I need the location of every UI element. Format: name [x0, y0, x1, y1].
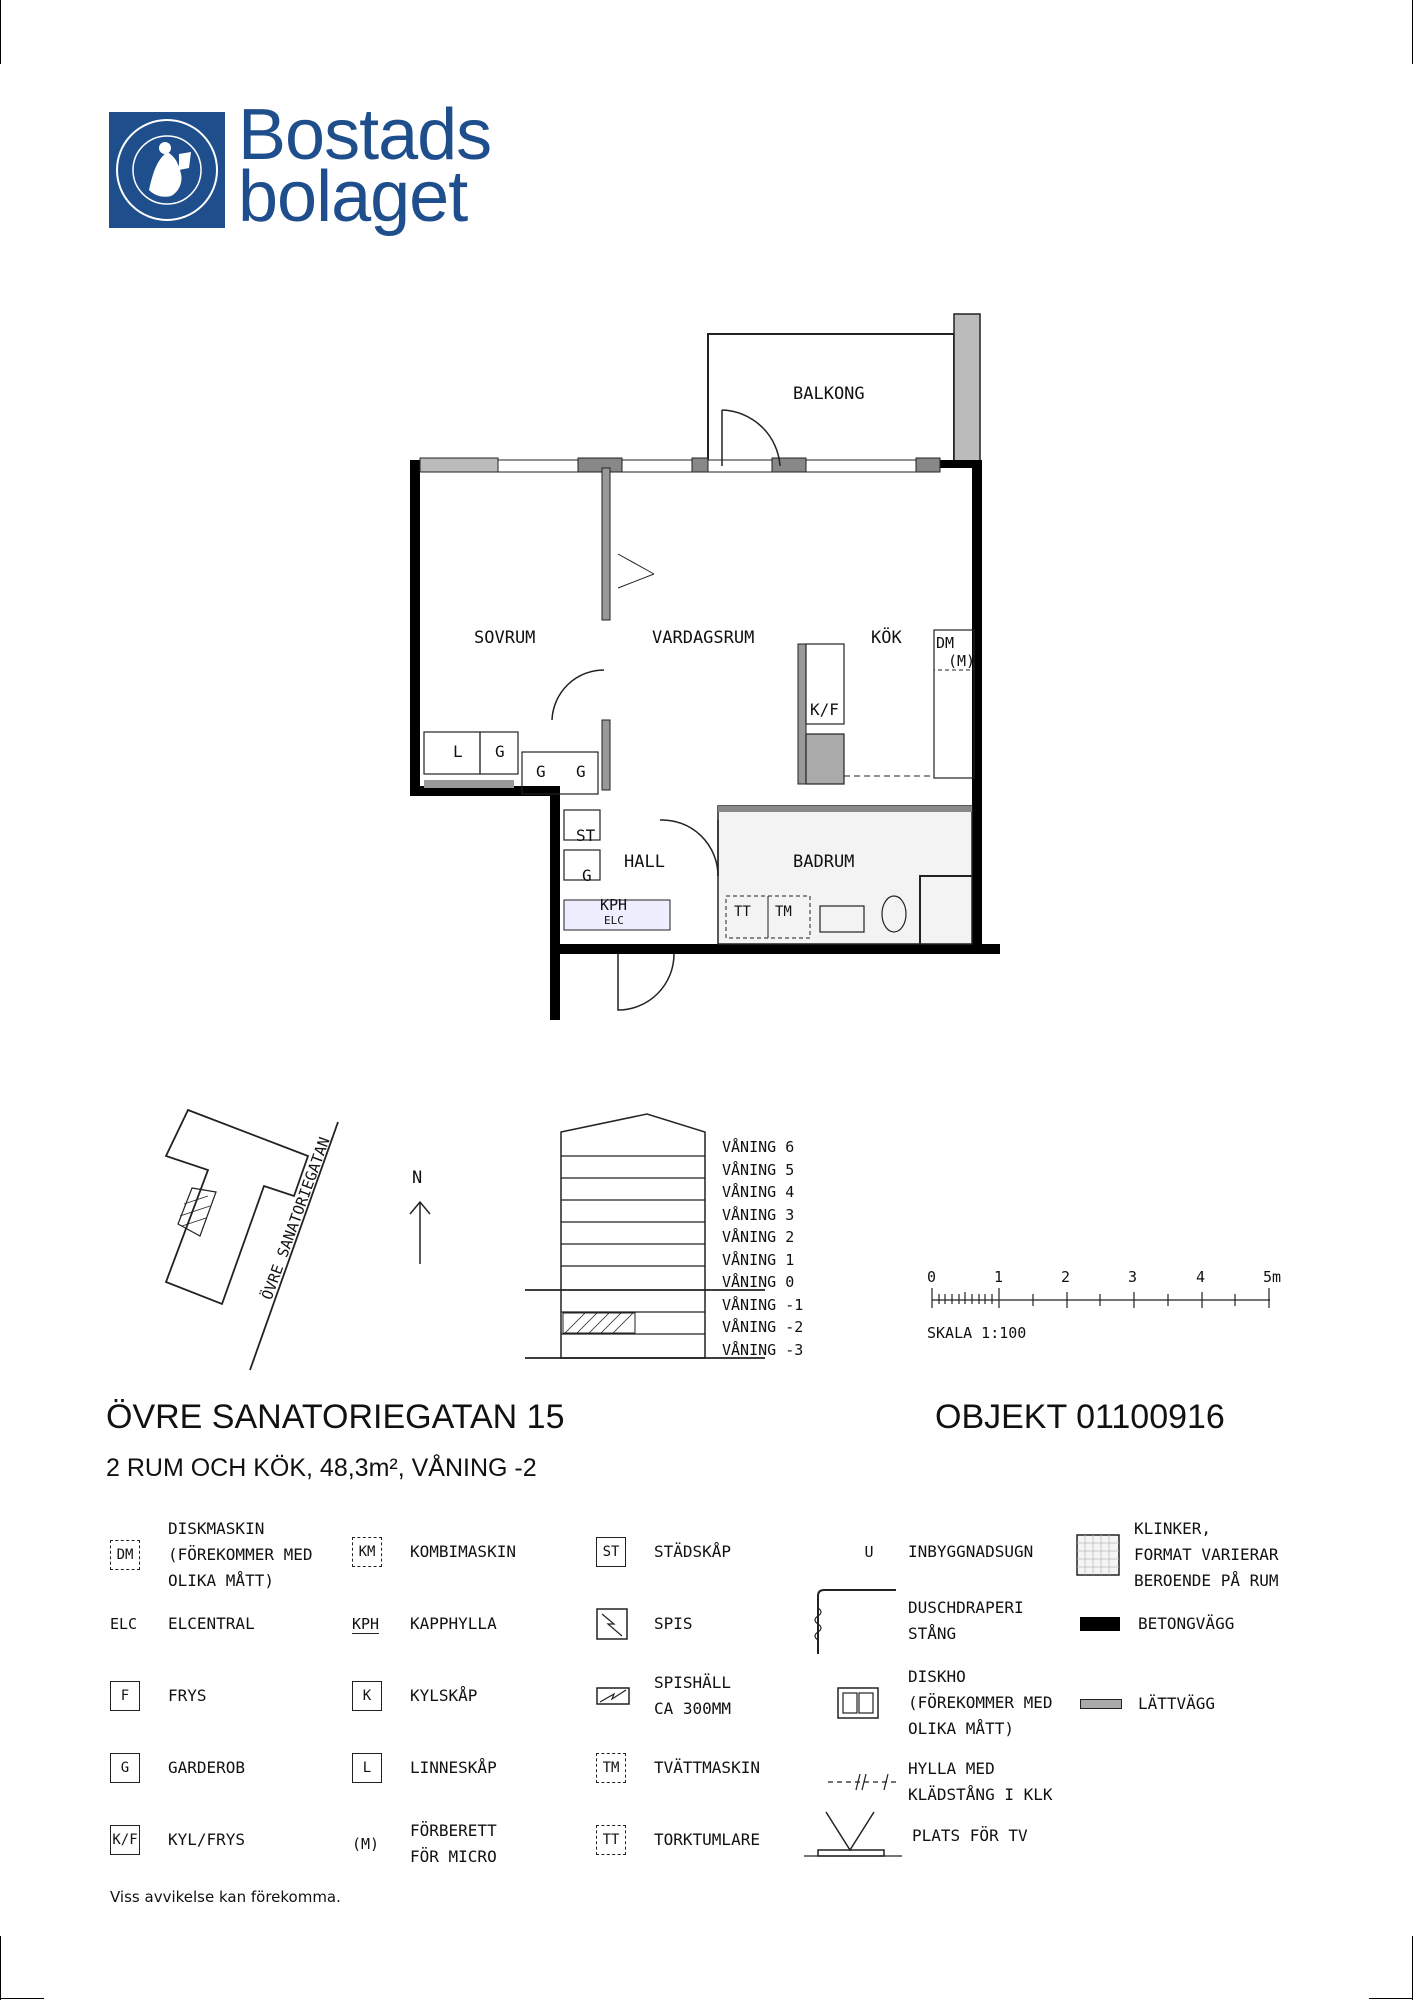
- room-label-balkong: BALKONG: [793, 384, 865, 404]
- fixture-l: L: [453, 742, 463, 761]
- linen-cabinet-icon: L: [352, 1753, 382, 1783]
- legend-label: KYL/FRYS: [168, 1830, 246, 1849]
- legend-linneskap: [352, 1748, 497, 1788]
- legend-label: STÄDSKÅP: [654, 1542, 732, 1561]
- shelf-rail-icon: [826, 1770, 898, 1794]
- floor-plan: [400, 310, 1000, 1020]
- legend-label: DISKMASKIN (FÖREKOMMER MED OLIKA MÅTT): [168, 1519, 313, 1590]
- electrical-panel-icon: ELC: [110, 1615, 138, 1633]
- tv-icon: [804, 1806, 902, 1866]
- floor-label: VÅNING -3: [722, 1340, 804, 1359]
- scale-bar: [924, 1284, 1274, 1314]
- room-label-vardagsrum: VARDAGSRUM: [652, 628, 755, 648]
- dishwasher-icon: DM: [110, 1540, 140, 1570]
- apartment-summary: 2 RUM OCH KÖK, 48,3m², VÅNING -2: [106, 1454, 537, 1482]
- fixture-kph: KPH: [600, 896, 628, 914]
- legend-kapphylla: [352, 1604, 497, 1644]
- coat-shelf-icon: KPH: [352, 1614, 380, 1633]
- room-label-sovrum: SOVRUM: [474, 628, 536, 648]
- left-wall-upper: [410, 460, 420, 796]
- scale-tick: 0: [927, 1268, 937, 1286]
- legend-kylskap: [352, 1676, 477, 1716]
- freezer-icon: F: [110, 1681, 140, 1711]
- disclaimer: Viss avvikelse kan förekomma.: [110, 1888, 341, 1906]
- legend-label: LINNESKÅP: [410, 1758, 497, 1777]
- legend-label: KYLSKÅP: [410, 1686, 478, 1705]
- street-label: ÖVRE SANATORIEGATAN: [258, 1134, 334, 1303]
- fixture-dm: DM: [936, 634, 955, 652]
- legend-garderob: [110, 1748, 245, 1788]
- microwave-icon: (M): [352, 1835, 380, 1853]
- bottom-wall: [550, 944, 1000, 954]
- legend-label: FÖRBERETT FÖR MICRO: [410, 1821, 497, 1866]
- fixture-st: ST: [576, 826, 596, 845]
- legend-diskho: [836, 1664, 1053, 1742]
- scale-label: SKALA 1:100: [927, 1324, 1027, 1342]
- stove-icon: [596, 1608, 628, 1640]
- crop-mark: [0, 0, 1, 64]
- legend-lattvagg: [1080, 1684, 1215, 1724]
- scale-tick: 2: [1061, 1268, 1071, 1286]
- legend-spishall: [596, 1670, 731, 1722]
- tumble-dryer-icon: TT: [596, 1825, 626, 1855]
- floor-label: VÅNING -2: [722, 1318, 804, 1336]
- company-logo-text: [238, 95, 492, 237]
- balcony-side-wall: [954, 314, 980, 464]
- legend-label: TORKTUMLARE: [654, 1830, 760, 1849]
- scale-tick: 4: [1196, 1268, 1206, 1286]
- tile-floor-icon: [1076, 1534, 1120, 1576]
- legend-elcentral: [110, 1604, 255, 1644]
- fixture-g: G: [582, 866, 592, 885]
- legend-label: SPISHÄLL CA 300MM: [654, 1673, 732, 1718]
- floor-label: VÅNING 1: [722, 1250, 795, 1269]
- legend-label: SPIS: [654, 1614, 693, 1633]
- fixture-tm: TM: [775, 904, 792, 920]
- legend-label: HYLLA MED KLÄDSTÅNG I KLK: [908, 1759, 1053, 1804]
- legend-label: KLINKER, FORMAT VARIERAR BEROENDE PÅ RUM: [1134, 1519, 1279, 1590]
- legend-label: DUSCHDRAPERI STÅNG: [908, 1598, 1024, 1643]
- room-label-kok: KÖK: [871, 628, 902, 648]
- fixture-elc: ELC: [604, 914, 624, 927]
- logo-line-1: Bostads: [238, 95, 492, 175]
- scale-tick: 1: [994, 1268, 1004, 1286]
- fixture-micro: (M): [948, 652, 976, 670]
- crop-mark: [0, 1998, 44, 1999]
- wardrobe-icon: G: [110, 1753, 140, 1783]
- floor-label: VÅNING 5: [722, 1160, 795, 1179]
- floor-label: VÅNING 3: [722, 1205, 795, 1224]
- legend-label: KAPPHYLLA: [410, 1614, 497, 1633]
- legend-label: GARDEROB: [168, 1758, 246, 1777]
- scale-tick: 3: [1128, 1268, 1138, 1286]
- floor-label: VÅNING 6: [722, 1138, 795, 1156]
- legend-label: DISKHO (FÖREKOMMER MED OLIKA MÅTT): [908, 1667, 1053, 1738]
- legend-inbyggnadsugn: [840, 1532, 1033, 1572]
- legend-micro: [352, 1818, 497, 1870]
- legend-label: TVÄTTMASKIN: [654, 1758, 760, 1777]
- company-logo-seal: [109, 112, 225, 228]
- cleaning-cabinet-icon: ST: [596, 1537, 626, 1567]
- floor-label: VÅNING 2: [722, 1228, 795, 1246]
- fixture-kf: K/F: [810, 700, 839, 719]
- legend-frys: [110, 1676, 207, 1716]
- legend-kombimaskin: [352, 1532, 516, 1572]
- fixture-g: G: [536, 762, 546, 781]
- combi-machine-icon: KM: [352, 1537, 382, 1567]
- north-label: N: [412, 1168, 423, 1188]
- room-label-badrum: BADRUM: [793, 852, 855, 872]
- legend-label: FRYS: [168, 1686, 207, 1705]
- north-arrow-icon: [408, 1194, 438, 1264]
- legend-stadskap: [596, 1532, 731, 1572]
- floor-label: VÅNING -1: [722, 1295, 804, 1314]
- legend-label: BETONGVÄGG: [1138, 1614, 1235, 1633]
- light-wall-icon: [1080, 1699, 1122, 1709]
- legend-label: LÄTTVÄGG: [1138, 1694, 1216, 1713]
- legend-hylla: [826, 1756, 1053, 1808]
- legend-label: PLATS FÖR TV: [912, 1826, 1028, 1845]
- fridge-freezer-icon: K/F: [110, 1825, 140, 1855]
- legend-label: KOMBIMASKIN: [410, 1542, 516, 1561]
- fridge-icon: K: [352, 1681, 382, 1711]
- object-number: OBJEKT 01100916: [935, 1398, 1225, 1436]
- fixture-g: G: [576, 762, 586, 781]
- fixture-tt: TT: [734, 904, 751, 920]
- hob-icon: [596, 1686, 630, 1706]
- legend-tv: [804, 1806, 1028, 1866]
- floor-label: VÅNING 0: [722, 1273, 795, 1291]
- legend-duschdraperi: [810, 1586, 1024, 1656]
- legend-diskmaskin: [110, 1516, 313, 1594]
- built-in-oven-icon: U: [864, 1543, 874, 1561]
- legend-betongvagg: [1080, 1604, 1234, 1644]
- concrete-wall-icon: [1080, 1617, 1120, 1631]
- washing-machine-icon: TM: [596, 1753, 626, 1783]
- address-title: ÖVRE SANATORIEGATAN 15: [106, 1398, 565, 1436]
- floor-list: [722, 1136, 803, 1361]
- crop-mark: [1369, 1998, 1413, 1999]
- site-map: [150, 1100, 390, 1380]
- left-wall-lower: [550, 786, 560, 1020]
- legend-torktumlare: [596, 1820, 760, 1860]
- sink-icon: [836, 1686, 880, 1720]
- legend-label: INBYGGNADSUGN: [908, 1542, 1034, 1561]
- legend-kylfrys: [110, 1820, 245, 1860]
- fixture-g: G: [495, 742, 505, 761]
- legend-label: ELCENTRAL: [168, 1614, 255, 1633]
- legend-klinker: [1076, 1516, 1279, 1594]
- legend-tvattmaskin: [596, 1748, 760, 1788]
- legend-spis: [596, 1604, 693, 1644]
- floor-label: VÅNING 4: [722, 1183, 795, 1201]
- shower-curtain-rod-icon: [810, 1586, 898, 1656]
- logo-line-2: bolaget: [238, 157, 468, 237]
- crop-mark: [0, 1936, 1, 2000]
- room-label-hall: HALL: [624, 852, 665, 872]
- scale-tick: 5m: [1263, 1268, 1282, 1286]
